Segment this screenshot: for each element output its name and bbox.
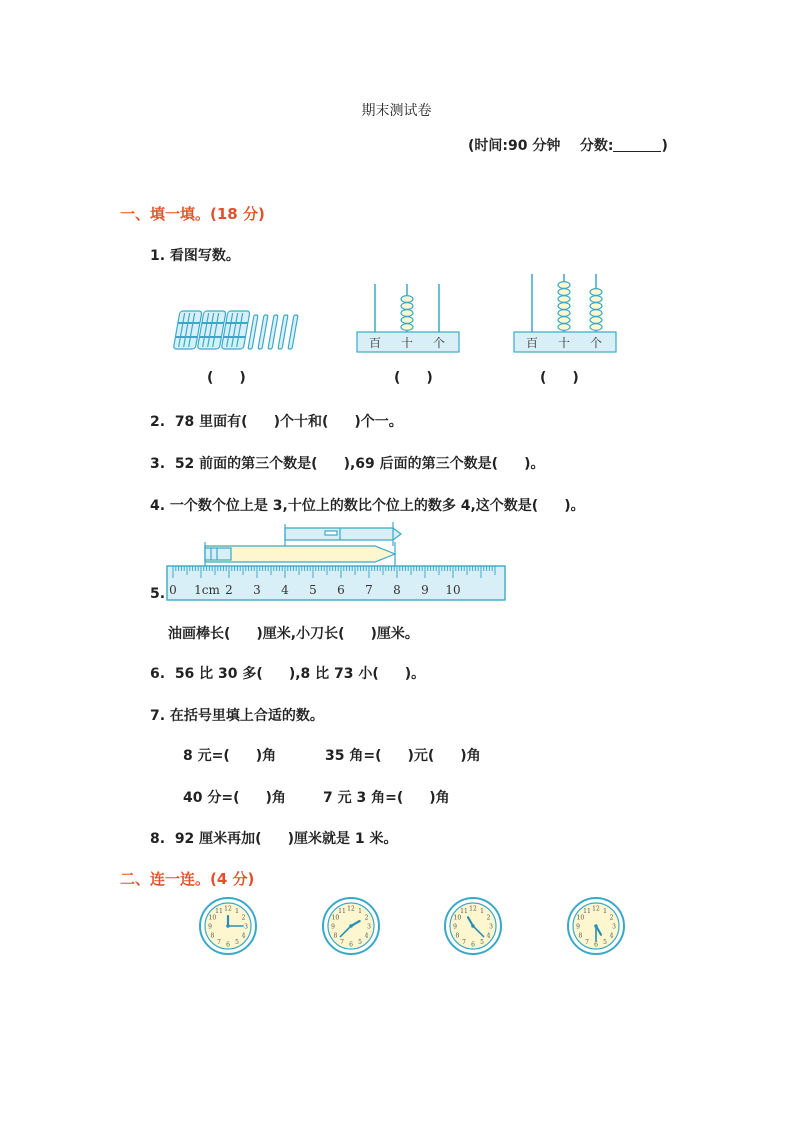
svg-text:4: 4 xyxy=(486,932,491,940)
abacus-2-figure xyxy=(512,272,618,356)
svg-text:11: 11 xyxy=(338,907,346,915)
section-2-heading: 二、连一连。(4 分) xyxy=(120,870,255,888)
svg-text:8: 8 xyxy=(578,932,583,940)
abacus-label-ones: 个 xyxy=(432,336,446,350)
svg-text:6: 6 xyxy=(594,941,598,949)
abacus-label-hundreds: 百 xyxy=(525,336,539,350)
svg-text:12: 12 xyxy=(224,905,232,913)
svg-text:12: 12 xyxy=(347,905,355,913)
ruler-label: 4 xyxy=(281,583,289,597)
svg-text:3: 3 xyxy=(244,923,248,931)
svg-text:3: 3 xyxy=(489,923,493,931)
svg-text:4: 4 xyxy=(609,932,614,940)
abacus-1-figure xyxy=(355,282,461,356)
clock-icon xyxy=(200,898,256,954)
question-4: 4. 一个数个位上是 3,十位上的数比个位上的数多 4,这个数是( )。 xyxy=(150,498,585,514)
exam-meta xyxy=(468,135,668,155)
svg-text:3: 3 xyxy=(612,923,616,931)
close-paren: ) xyxy=(661,138,668,154)
score-blank[interactable] xyxy=(613,137,661,152)
clock-icon xyxy=(568,898,624,954)
svg-text:4: 4 xyxy=(241,932,246,940)
abacus-label-hundreds: 百 xyxy=(368,336,382,350)
question-3: 3. 52 前面的第三个数是( ),69 后面的第三个数是( )。 xyxy=(150,456,545,472)
question-2: 2. 78 里面有( )个十和( )个一。 xyxy=(150,414,403,430)
ruler-figure xyxy=(165,522,510,604)
svg-text:11: 11 xyxy=(215,907,223,915)
svg-text:7: 7 xyxy=(217,939,221,947)
ruler-label: 5 xyxy=(309,583,317,597)
svg-text:8: 8 xyxy=(210,932,215,940)
svg-text:9: 9 xyxy=(576,923,580,931)
ruler-label: 3 xyxy=(253,583,261,597)
svg-text:10: 10 xyxy=(208,914,217,922)
question-8: 8. 92 厘米再加( )厘米就是 1 米。 xyxy=(150,831,398,847)
svg-text:2: 2 xyxy=(486,914,491,922)
svg-text:1: 1 xyxy=(603,907,607,915)
abacus-label-ones: 个 xyxy=(589,336,603,350)
svg-text:5: 5 xyxy=(235,939,239,947)
question-6: 6. 56 比 30 多( ),8 比 73 小( )。 xyxy=(150,666,426,682)
svg-text:3: 3 xyxy=(367,923,371,931)
svg-text:5: 5 xyxy=(358,939,362,947)
svg-text:12: 12 xyxy=(469,905,477,913)
sticks-bundles-figure xyxy=(172,305,312,355)
svg-text:11: 11 xyxy=(460,907,468,915)
abacus-label-tens: 十 xyxy=(557,336,571,350)
question-1: 1. 看图写数。 xyxy=(150,248,240,264)
svg-text:9: 9 xyxy=(208,923,212,931)
ruler-label: 10 xyxy=(445,583,461,597)
svg-text:4: 4 xyxy=(364,932,369,940)
svg-text:7: 7 xyxy=(585,939,589,947)
svg-text:2: 2 xyxy=(609,914,614,922)
question-7-item-1: 8 元=( )角 xyxy=(183,748,277,764)
ruler-label: 1cm xyxy=(194,583,220,597)
svg-text:6: 6 xyxy=(226,941,230,949)
answer-blank-2[interactable]: ( ) xyxy=(394,370,433,386)
svg-text:1: 1 xyxy=(358,907,362,915)
svg-text:11: 11 xyxy=(583,907,591,915)
svg-text:8: 8 xyxy=(333,932,338,940)
ruler-label: 0 xyxy=(169,583,177,597)
svg-text:6: 6 xyxy=(471,941,475,949)
svg-text:8: 8 xyxy=(455,932,460,940)
svg-text:1: 1 xyxy=(480,907,484,915)
abacus-label-tens: 十 xyxy=(400,336,414,350)
svg-text:2: 2 xyxy=(241,914,246,922)
svg-text:10: 10 xyxy=(576,914,585,922)
svg-text:9: 9 xyxy=(453,923,457,931)
svg-text:9: 9 xyxy=(331,923,335,931)
question-7-item-3: 40 分=( )角 xyxy=(183,790,286,806)
answer-blank-3[interactable]: ( ) xyxy=(540,370,579,386)
ruler-label: 2 xyxy=(225,583,233,597)
time-label: (时间:90 分钟 xyxy=(468,138,561,154)
svg-text:7: 7 xyxy=(462,939,466,947)
question-7-item-4: 7 元 3 角=( )角 xyxy=(323,790,450,806)
svg-text:10: 10 xyxy=(453,914,462,922)
page-title: 期末测试卷 xyxy=(361,103,432,119)
clock-icon xyxy=(323,898,379,954)
ruler-label: 9 xyxy=(421,583,429,597)
svg-text:1: 1 xyxy=(235,907,239,915)
svg-text:2: 2 xyxy=(364,914,369,922)
svg-text:10: 10 xyxy=(331,914,340,922)
ruler-label: 8 xyxy=(393,583,401,597)
svg-text:7: 7 xyxy=(340,939,344,947)
clocks-figure xyxy=(198,894,630,960)
question-5-text: 油画棒长( )厘米,小刀长( )厘米。 xyxy=(168,626,419,642)
ruler-label: 7 xyxy=(365,583,373,597)
answer-blank-1[interactable]: ( ) xyxy=(207,370,246,386)
question-7: 7. 在括号里填上合适的数。 xyxy=(150,708,324,724)
svg-text:12: 12 xyxy=(592,905,600,913)
ruler-label: 6 xyxy=(337,583,345,597)
question-7-item-2: 35 角=( )元( )角 xyxy=(325,748,481,764)
question-5-number: 5. xyxy=(150,586,166,602)
score-label: 分数: xyxy=(579,138,614,154)
svg-text:6: 6 xyxy=(349,941,353,949)
svg-text:5: 5 xyxy=(480,939,484,947)
svg-text:5: 5 xyxy=(603,939,607,947)
section-1-heading: 一、填一填。(18 分) xyxy=(120,205,265,223)
clock-icon xyxy=(445,898,501,954)
